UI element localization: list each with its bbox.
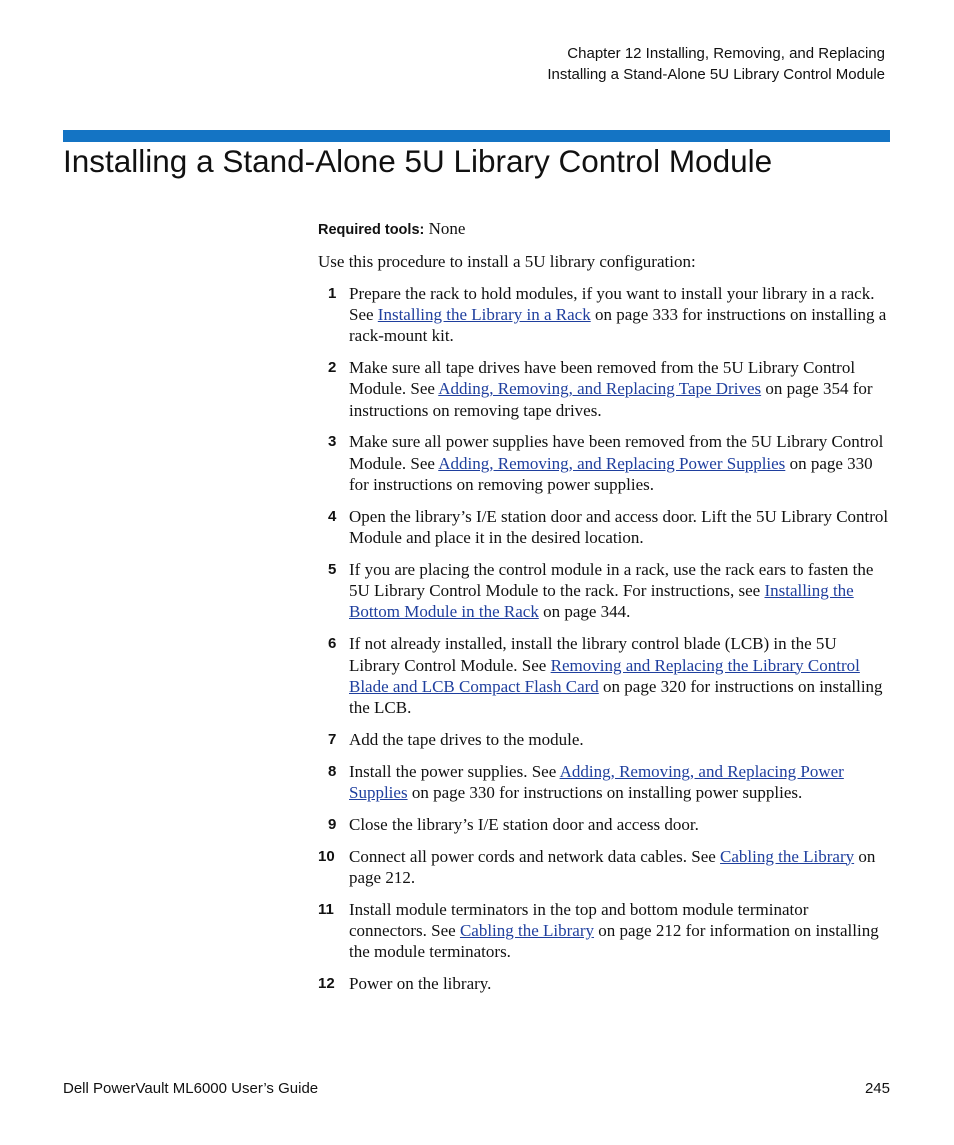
footer-guide-title: Dell PowerVault ML6000 User’s Guide [63,1080,319,1097]
intro-text: Use this procedure to install a 5U library configuration: [318,252,696,272]
step-text: Install the power supplies. See [349,761,560,781]
xref-link-library-control-blade[interactable]: Removing and Replacing the Library Control Blade and LCB Compact Flash Card [349,655,860,696]
step-3 [318,431,890,495]
step-text: on page 354 for instructions on removing tape drives. [349,379,873,420]
running-header [547,43,885,85]
step-text: Prepare the rack to hold modules, if you want to install your library in a rack. See [349,283,875,324]
step-text: on page 212 for information on installing the module terminators. [349,921,879,962]
step-number: 8 [328,762,337,780]
step-text: Power on the library. [349,974,492,994]
step-text: on page 212. [349,846,876,887]
xref-link-power-supplies[interactable]: Adding, Removing, and Replacing Power Supplies [438,453,786,473]
step-text: If you are placing the control module in a rack, use the rack ears to fasten the 5U Library Control Module to the rack. For instructions, see [349,559,874,601]
step-number: 1 [328,284,337,302]
step-number: 7 [328,730,337,748]
step-number: 5 [328,560,337,578]
step-text: on page 333 for instructions on installing a rack-mount kit. [349,304,887,346]
step-4 [318,506,890,549]
page-title: Installing a Stand-Alone 5U Library Control Module [63,143,773,179]
xref-link-cabling-library[interactable]: Cabling the Library [720,846,855,866]
step-7 [318,729,890,750]
step-1 [318,283,890,347]
step-text: If not already installed, install the library control blade (LCB) in the 5U Library Control Module. See [349,634,837,675]
required-tools [318,218,890,241]
step-text: Close the library’s I/E station door and access door. [349,814,699,834]
step-number: 2 [328,358,337,376]
step-10 [318,846,890,889]
step-12 [318,973,890,994]
step-text: on page 320 for instructions on installing the LCB. [349,676,883,718]
header-chapter: Chapter 12 Installing, Removing, and Replacing [567,45,885,62]
step-number: 10 [318,847,335,865]
procedure-steps [318,283,890,995]
step-text: Make sure all tape drives have been removed from the 5U Library Control Module. See [349,357,856,399]
step-2 [318,357,890,421]
header-section: Installing a Stand-Alone 5U Library Control Module [547,66,885,83]
step-number: 3 [328,433,337,451]
step-text: on page 330 for instructions on installing power supplies. [407,783,803,803]
step-6 [318,633,890,718]
xref-link-tape-drives[interactable]: Adding, Removing, and Replacing Tape Drives [438,379,762,399]
step-text: Make sure all power supplies have been removed from the 5U Library Control Module. See [349,432,884,473]
step-text: on page 344. [538,602,631,622]
step-text: on page 330 for instructions on removing power supplies. [349,453,873,494]
xref-link-cabling-library[interactable]: Cabling the Library [459,921,595,941]
step-number: 4 [328,507,337,525]
step-text: Open the library’s I/E station door and access door. Lift the 5U Library Control Module and place it in the desired location. [349,506,889,548]
title-bar [63,130,890,142]
step-number: 12 [318,975,335,993]
step-number: 6 [328,635,337,653]
step-number: 11 [318,900,334,918]
step-text: Install module terminators in the top and bottom module terminator connectors. See [349,899,809,941]
step-11 [318,899,890,963]
xref-link-installing-library-in-rack[interactable]: Installing the Library in a Rack [377,304,591,324]
step-9 [318,814,890,835]
xref-link-bottom-module-in-rack[interactable]: Installing the Bottom Module in the Rack [349,581,854,622]
main-content [318,218,890,1005]
step-text: Add the tape drives to the module. [349,729,584,749]
step-8 [318,761,890,804]
step-text: Connect all power cords and network data cables. See [349,846,721,866]
page-number: 245 [864,1080,890,1097]
xref-link-power-supplies[interactable]: Adding, Removing, and Replacing Power Supplies [349,761,844,803]
step-number: 9 [328,815,337,833]
required-tools-label: Required tools: [318,222,425,238]
required-tools-value: None [428,219,466,238]
step-5 [318,559,890,623]
